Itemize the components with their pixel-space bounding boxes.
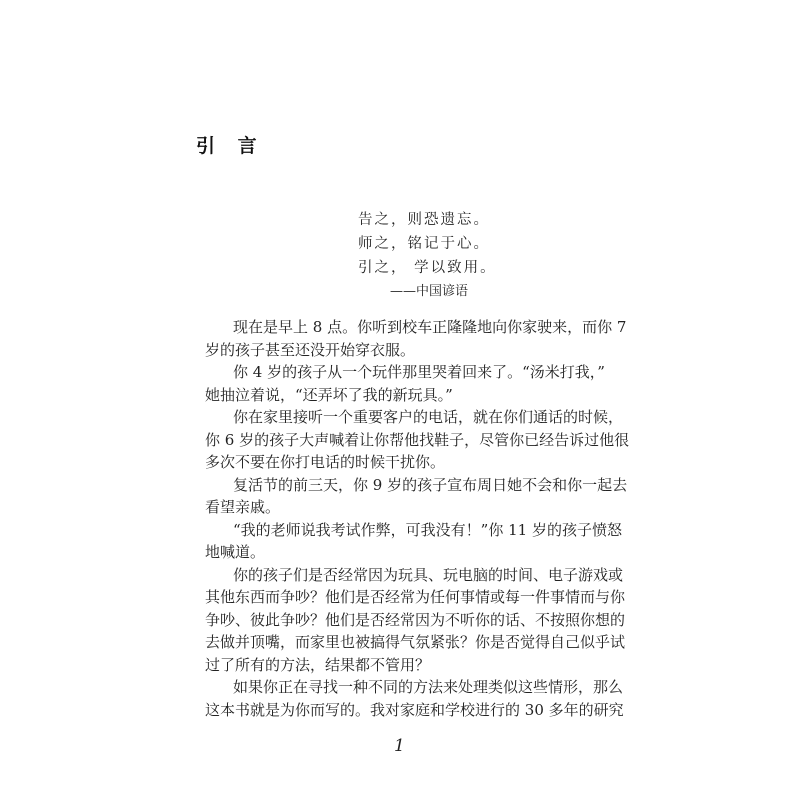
text-line: 这本书就是为你而写的。我对家庭和学校进行的 30 多年的研究: [205, 700, 624, 719]
chapter-heading: 引 言: [196, 135, 265, 157]
text-line: 你的孩子们是否经常因为玩具、玩电脑的时间、电子游戏或: [233, 565, 624, 584]
text-line: “我的老师说我考试作弊，可我没有！”你 11 岁的孩子愤怒: [233, 520, 622, 539]
text-line: 复活节的前三天，你 9 岁的孩子宣布周日她不会和你一起去: [233, 475, 628, 494]
text-line: 你 6 岁的孩子大声喊着让你帮他找鞋子，尽管你已经告诉过他很: [205, 430, 630, 449]
text-line: 她抽泣着说，“还弄坏了我的新玩具。”: [205, 385, 453, 404]
epigraph-line: 告之，则恐遗忘。: [358, 212, 490, 228]
text-line: 去做并顶嘴，而家里也被搞得气氛紧张？你是否觉得自己似乎试: [205, 633, 626, 651]
text-line: 其他东西而争吵？他们是否经常为任何事情或每一件事情而与你: [205, 588, 626, 606]
text-line: 如果你正在寻找一种不同的方法来处理类似这些情形，那么: [233, 678, 624, 696]
text-line: 你在家里接听一个重要客户的电话，就在你们通话的时候，: [233, 408, 624, 426]
body-text: [205, 316, 630, 721]
epigraph: [358, 208, 497, 304]
text-line: 过了所有的方法，结果都不管用？: [205, 655, 431, 674]
epigraph-source: ——中国谚语: [390, 284, 469, 299]
text-line: 看望亲戚。: [205, 498, 281, 516]
text-line: 现在是早上 8 点。你听到校车正隆隆地向你家驶来，而你 7: [233, 318, 627, 336]
epigraph-line: 引之， 学以致用。: [358, 260, 497, 276]
text-line: 多次不要在你打电话的时候干扰你。: [205, 453, 446, 471]
text-line: 争吵、彼此争吵？他们是否经常因为不听你的话、不按照你想的: [205, 610, 626, 629]
text-line: 岁的孩子甚至还没开始穿衣服。: [205, 340, 416, 359]
page-number: 1: [394, 736, 405, 756]
text-line: 你 4 岁的孩子从一个玩伴那里哭着回来了。“汤米打我，”: [233, 363, 605, 381]
text-line: 地喊道。: [205, 543, 266, 561]
epigraph-line: 师之，铭记于心。: [358, 236, 490, 252]
